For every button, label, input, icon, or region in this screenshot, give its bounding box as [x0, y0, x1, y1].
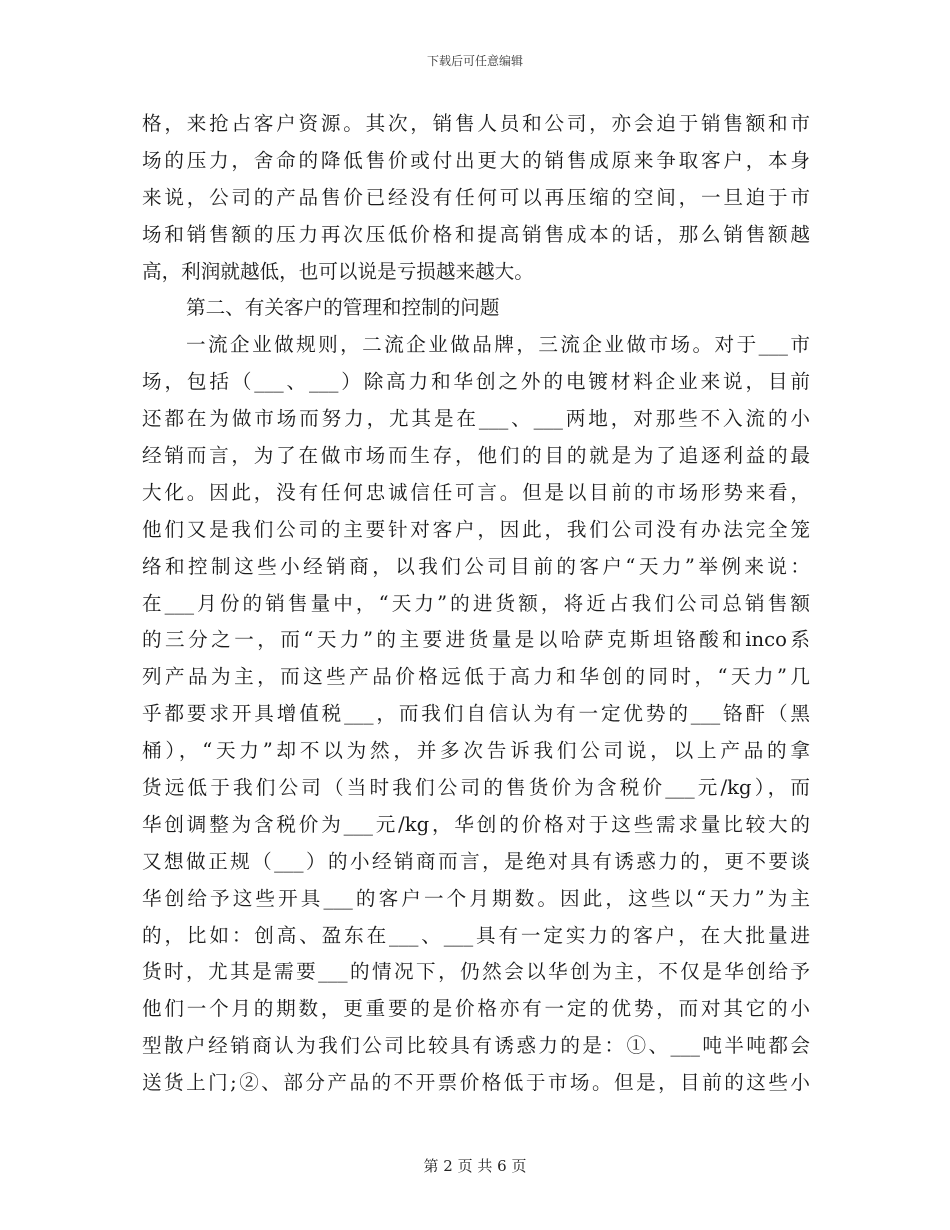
text-line: 桶），“天力”却不以为然，并多次告诉我们公司说，以上产品的拿 — [142, 739, 810, 763]
text-line: 他们一个月的期数，更重要的是价格亦有一定的优势，而对其它的小 — [142, 997, 810, 1021]
text-line: 在___月份的销售量中，“天力”的进货额，将近占我们公司总销售额 — [142, 591, 810, 615]
text-line: 的三分之一，而“天力”的主要进货量是以哈萨克斯坦铬酸和inco系 — [142, 628, 810, 652]
text-line: 又想做正规（___）的小经销商而言，是绝对具有诱惑力的，更不要谈 — [142, 849, 810, 873]
text-line: 列产品为主，而这些产品价格远低于高力和华创的同时，“天力”几 — [142, 665, 810, 689]
text-line: 送货上门;②、部分产品的不开票价格低于市场。但是，目前的这些小 — [142, 1071, 810, 1095]
text-line: 第二、有关客户的管理和控制的问题 — [186, 296, 500, 320]
text-line: 场和销售额的压力再次压低价格和提高销售成本的话，那么销售额越 — [142, 222, 810, 246]
text-line: 络和控制这些小经销商，以我们公司目前的客户“天力”举例来说： — [142, 554, 810, 578]
text-line: 华创给予这些开具___的客户一个月期数。因此，这些以“天力”为主 — [142, 886, 810, 910]
text-line: 一流企业做规则，二流企业做品牌，三流企业做市场。对于___市 — [186, 333, 810, 357]
text-line: 场的压力，舍命的降低售价或付出更大的销售成原来争取客户，本身 — [142, 148, 810, 172]
text-line: 的，比如：创高、盈东在___、___具有一定实力的客户，在大批量进 — [142, 923, 810, 947]
text-line: 华创调整为含税价为___元/kg，华创的价格对于这些需求量比较大的 — [142, 812, 810, 836]
text-line: 场，包括（___、___）除高力和华创之外的电镀材料企业来说，目前 — [142, 370, 810, 394]
text-line: 他们又是我们公司的主要针对客户，因此，我们公司没有办法完全笼 — [142, 517, 810, 541]
page-number: 第 2 页 共 6 页 — [423, 1157, 527, 1175]
text-line: 货远低于我们公司（当时我们公司的售货价为含税价___元/kg），而 — [142, 776, 810, 800]
text-line: 经销而言，为了在做市场而生存，他们的目的就是为了追逐利益的最 — [142, 444, 810, 468]
text-line: 格，来抢占客户资源。其次，销售人员和公司，亦会迫于销售额和市 — [142, 112, 810, 135]
document-body — [142, 106, 810, 1102]
text-line: 型散户经销商认为我们公司比较具有诱惑力的是：①、___吨半吨都会 — [142, 1034, 810, 1058]
text-line: 货时，尤其是需要___的情况下，仍然会以华创为主，不仅是华创给予 — [142, 960, 810, 984]
page-header: 下载后可任意编辑 — [426, 54, 523, 68]
text-line: 大化。因此，没有任何忠诚信任可言。但是以目前的市场形势来看， — [142, 480, 810, 504]
text-line: 高，利润就越低，也可以说是亏损越来越大。 — [142, 259, 534, 283]
text-line: 来说，公司的产品售价已经没有任何可以再压缩的空间，一旦迫于市 — [142, 185, 810, 209]
text-line: 乎都要求开具增值税___，而我们自信认为有一定优势的___铬酐（黑 — [142, 702, 810, 726]
text-line: 还都在为做市场而努力，尤其是在___、___两地，对那些不入流的小 — [142, 407, 810, 431]
